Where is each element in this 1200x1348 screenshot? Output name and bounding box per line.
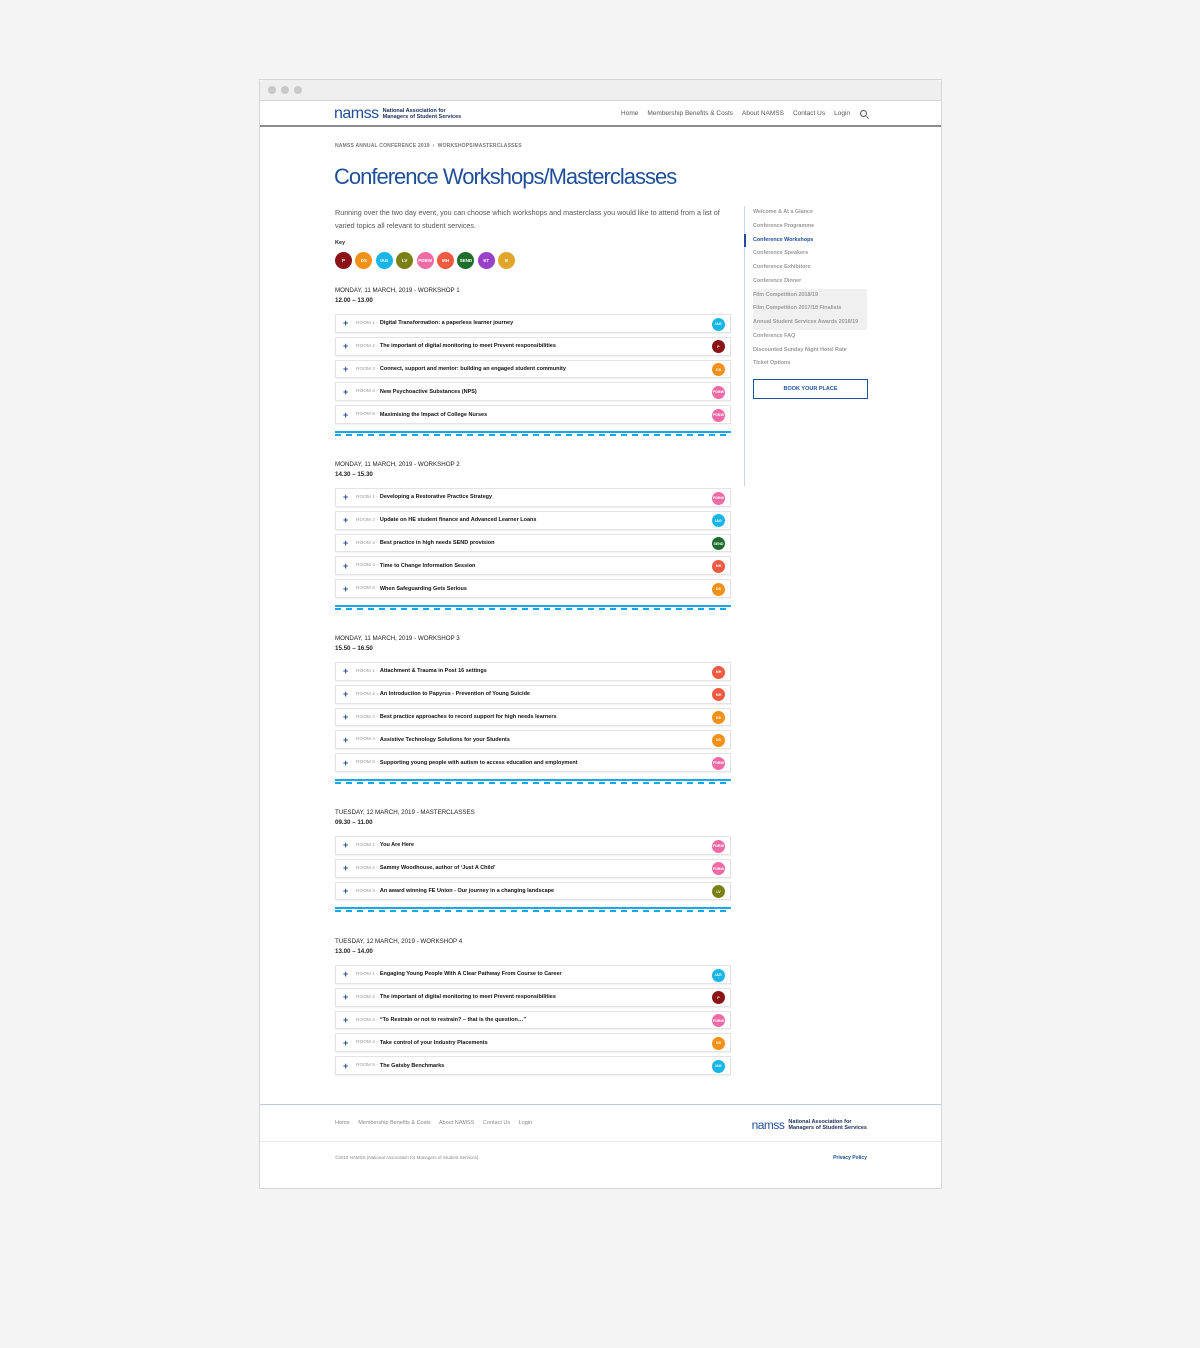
section-divider-wave (335, 431, 731, 436)
sidebar-item[interactable]: Ticket Options (753, 360, 791, 367)
workshop-row[interactable] (335, 836, 731, 855)
key-badge-e: E (498, 252, 515, 269)
room-label: ROOM 5 - (356, 760, 378, 766)
key-badge-ds: DS (355, 252, 372, 269)
nav-home[interactable]: Home (621, 110, 639, 117)
section-title: MONDAY, 11 MARCH, 2019 - WORKSHOP 1 (335, 287, 460, 294)
plus-icon[interactable]: + (343, 886, 349, 896)
room-label: ROOM 1 - (356, 494, 378, 500)
category-badge: PDBW (712, 492, 725, 505)
footer-link-membership[interactable]: Membership Benefits & Costs (358, 1120, 431, 1126)
sidebar-item[interactable]: Welcome & At a Glance (753, 209, 813, 215)
main-nav (612, 110, 867, 117)
workshop-title: New Psychoactive Substances (NPS) (379, 388, 477, 395)
plus-icon[interactable]: + (343, 666, 349, 677)
workshop-title: Digital Transformation: a paperless learner journey (379, 320, 514, 327)
section-divider-wave (335, 907, 731, 912)
workshop-title: You Are Here (379, 842, 415, 849)
workshop-title: The important of digital monitoring to meet Prevent responsibilities (379, 343, 556, 350)
window-minimize-dot[interactable] (281, 86, 289, 94)
plus-icon[interactable]: + (343, 538, 349, 548)
page-title: Conference Workshops/Masterclasses (334, 164, 677, 189)
plus-icon[interactable]: + (343, 969, 349, 980)
room-label: ROOM 4 - (356, 737, 378, 743)
key-badge-et: ET (478, 252, 495, 269)
section-title: MONDAY, 11 MARCH, 2019 - WORKSHOP 3 (335, 635, 460, 642)
room-label: ROOM 1 - (356, 842, 378, 848)
category-badge: DS (712, 583, 725, 596)
workshop-title: Developing a Restorative Practice Strategy (379, 494, 493, 501)
workshop-title: Take control of your Industry Placements (379, 1039, 488, 1046)
nav-login[interactable]: Login (834, 110, 850, 117)
workshop-row[interactable] (335, 1033, 731, 1052)
logo-wordmark: namss (334, 105, 379, 122)
workshop-section (335, 459, 731, 610)
section-title: MONDAY, 11 MARCH, 2019 - WORKSHOP 2 (335, 461, 460, 468)
logo-line-2b: Student Services (416, 114, 462, 120)
workshop-title: An award winning FE Union - Our journey in a changing landscape (379, 888, 555, 894)
nav-about[interactable]: About NAMSS (742, 110, 784, 117)
workshop-row[interactable] (335, 730, 731, 749)
site-footer (260, 1104, 941, 1190)
workshop-title: Supporting young people with autism to access education and employment (379, 759, 578, 766)
key-badge-send: SEND (457, 252, 474, 269)
workshop-row[interactable] (335, 662, 731, 681)
breadcrumb-item-current: WORKSHOPS/MASTERCLASSES (437, 143, 522, 149)
workshop-section (335, 633, 731, 784)
room-label: ROOM 5 - (356, 412, 378, 418)
plus-icon[interactable]: + (343, 1060, 349, 1071)
workshop-title: The Gatsby Benchmarks (379, 1062, 445, 1069)
category-badge: IAG (712, 514, 725, 527)
category-badge: P (712, 991, 725, 1004)
plus-icon[interactable]: + (343, 1015, 349, 1025)
category-badge: PDBW (712, 1014, 725, 1027)
logo-line-1: National Association for (382, 108, 446, 114)
window-maximize-dot[interactable] (294, 86, 302, 94)
sidebar-nav (744, 206, 874, 486)
workshop-title: Connect, support and mentor: building an engaged student community (379, 366, 566, 372)
section-divider-wave (335, 605, 731, 610)
plus-icon[interactable]: + (343, 840, 349, 851)
category-badge: PDBW (712, 409, 725, 422)
workshop-row[interactable] (335, 405, 731, 424)
sidebar-item[interactable]: Conference FAQ (753, 332, 796, 339)
plus-icon[interactable]: + (343, 689, 349, 700)
browser-window (259, 79, 942, 1189)
intro-text: Running over the two day event, you can choose which workshops and masterclass you would like to attend from a list of varied topics all relevant to student services. (335, 208, 720, 230)
section-time: 13.00 – 14.00 (335, 948, 373, 955)
plus-icon[interactable]: + (343, 560, 349, 571)
workshop-row[interactable] (335, 882, 731, 901)
room-label: ROOM 5 - (356, 1063, 378, 1069)
sidebar-item[interactable]: Film Competition 2018/19 (753, 289, 867, 303)
book-your-place-button[interactable]: BOOK YOUR PLACE (753, 379, 868, 399)
window-close-dot[interactable] (268, 86, 276, 94)
footer-logo-subtitle (788, 1119, 867, 1131)
key-badge-pdbw: PDBW (417, 252, 434, 269)
footer-logo-line-2b: Student Services (822, 1125, 867, 1131)
room-label: ROOM 1 - (356, 320, 378, 326)
footer-logo-line-2a: Managers of (788, 1125, 823, 1131)
key-label: Key (335, 240, 346, 246)
plus-icon[interactable]: + (343, 1037, 349, 1048)
workshop-row[interactable] (335, 534, 731, 553)
footer-link-home[interactable]: Home (335, 1120, 350, 1126)
category-badge: LV (712, 885, 725, 898)
sidebar-item[interactable]: Annual Student Services Awards 2018/19 (753, 316, 867, 330)
workshop-row[interactable] (335, 685, 731, 704)
sidebar-item[interactable]: Film Competition 2017/18 Finalists (753, 302, 867, 316)
section-title: TUESDAY, 12 MARCH, 2019 - WORKSHOP 4 (335, 938, 463, 945)
section-divider-wave (335, 779, 731, 784)
workshop-title: Sammy Woodhouse, author of ‘Just A Child’ (379, 865, 496, 872)
nav-contact[interactable]: Contact Us (792, 110, 826, 117)
plus-icon[interactable]: + (343, 492, 349, 503)
nav-membership[interactable]: Membership Benefits & Costs (647, 110, 734, 117)
workshop-title: Attachment & Trauma in Post 16 settings (379, 668, 487, 675)
workshop-row[interactable] (335, 1056, 731, 1075)
footer-link-login[interactable]: Login (518, 1120, 533, 1126)
plus-icon[interactable]: + (343, 583, 349, 594)
workshop-row[interactable] (335, 708, 731, 727)
plus-icon[interactable]: + (343, 515, 349, 526)
category-badge: PDBW (712, 757, 725, 770)
breadcrumb-item-conference[interactable]: NAMSS ANNUAL CONFERENCE 2019 (335, 143, 430, 149)
room-label: ROOM 3 - (356, 540, 378, 546)
category-badge: PDBW (712, 386, 725, 399)
workshop-title: Engaging Young People With A Clear Pathway From Course to Career (379, 971, 562, 978)
key-badge-lv: LV (396, 252, 413, 269)
category-badge: SEND (712, 537, 725, 550)
room-label: ROOM 2 - (356, 865, 378, 871)
room-label: ROOM 5 - (356, 586, 378, 592)
workshop-section (335, 285, 731, 436)
sidebar-item[interactable]: Conference Workshops (744, 234, 874, 248)
footer-logo[interactable] (752, 1118, 867, 1132)
workshop-row[interactable] (335, 314, 731, 333)
key-legend (335, 252, 519, 269)
privacy-policy-link[interactable]: Privacy Policy (833, 1155, 867, 1161)
workshop-title: An Introduction to Papyrus - Prevention of Young Suicide (379, 691, 530, 698)
workshop-row[interactable] (335, 511, 731, 530)
workshop-title: Update on HE student finance and Advanced Learner Loans (379, 517, 537, 524)
room-label: ROOM 4 - (356, 1040, 378, 1046)
section-time: 15.50 – 16.50 (335, 645, 373, 652)
footer-logo-wordmark: namss (751, 1118, 785, 1132)
room-label: ROOM 2 - (356, 517, 378, 523)
workshop-title: “To Restrain or not to restrain? – that is the question…” (379, 1017, 527, 1023)
workshop-title: Time to Change Information Session (379, 562, 476, 569)
section-time: 09.30 – 11.00 (335, 819, 373, 826)
copyright: ©2019 NAMSS (National Association for Managers of Student Services). (335, 1155, 480, 1160)
plus-icon[interactable]: + (343, 318, 349, 329)
sidebar-item[interactable]: Discounted Sunday Night Hotel Rate (753, 346, 847, 353)
plus-icon[interactable]: + (343, 712, 349, 722)
workshop-section (335, 936, 731, 1079)
footer-link-about[interactable]: About NAMSS (438, 1120, 475, 1126)
category-badge: MH (712, 688, 725, 701)
category-badge: PDBW (712, 862, 725, 875)
plus-icon[interactable]: + (343, 341, 349, 352)
room-label: ROOM 3 - (356, 888, 378, 894)
room-label: ROOM 4 - (356, 563, 378, 569)
key-badge-p: P (335, 252, 352, 269)
footer-divider (260, 1141, 941, 1142)
category-badge: PDBW (712, 840, 725, 853)
browser-chrome (260, 80, 941, 101)
footer-links (335, 1120, 539, 1126)
sidebar-item[interactable]: Conference Speakers (753, 250, 809, 257)
room-label: ROOM 3 - (356, 714, 378, 720)
section-time: 14.30 – 15.30 (335, 471, 373, 478)
plus-icon[interactable]: + (343, 734, 349, 745)
category-badge: IAG (712, 969, 725, 982)
breadcrumb-separator: › (432, 143, 435, 149)
plus-icon[interactable]: + (343, 409, 349, 420)
plus-icon[interactable]: + (343, 364, 349, 374)
plus-icon[interactable]: + (343, 386, 349, 397)
room-label: ROOM 3 - (356, 1017, 378, 1023)
category-badge: IAG (712, 318, 725, 331)
room-label: ROOM 3 - (356, 366, 378, 372)
sidebar-item[interactable]: Conference Exhibitors (753, 264, 811, 270)
workshop-title: Best practice in high needs SEND provision (379, 540, 495, 546)
search-icon[interactable] (860, 110, 867, 117)
room-label: ROOM 1 - (356, 971, 378, 977)
workshop-row[interactable] (335, 382, 731, 401)
workshop-title: Best practice approaches to record support for high needs learners (379, 714, 557, 720)
section-title: TUESDAY, 12 MARCH, 2019 - MASTERCLASSES (335, 809, 475, 816)
category-badge: DS (712, 1037, 725, 1050)
section-time: 12.00 – 13.00 (335, 297, 373, 304)
sidebar-item[interactable]: Conference Dinner (753, 277, 802, 284)
plus-icon[interactable]: + (343, 992, 349, 1003)
workshop-row[interactable] (335, 988, 731, 1007)
category-badge: DS (712, 734, 725, 747)
workshop-title: Maximising the Impact of College Nurses (379, 411, 488, 418)
footer-link-contact[interactable]: Contact Us (482, 1120, 511, 1126)
footer-logo-line-1: National Association for (788, 1119, 852, 1125)
workshop-row[interactable] (335, 488, 731, 507)
category-badge: DS (712, 711, 725, 724)
workshop-row[interactable] (335, 859, 731, 878)
room-label: ROOM 2 - (356, 343, 378, 349)
workshop-title: When Safeguarding Gets Serious (379, 585, 467, 592)
category-badge: P (712, 340, 725, 353)
logo-line-2a: Managers of (382, 114, 417, 120)
plus-icon[interactable]: + (343, 757, 349, 768)
key-badge-mh: MH (437, 252, 454, 269)
category-badge: MH (712, 666, 725, 679)
category-badge: DS (712, 363, 725, 376)
key-badge-iag: IAG (376, 252, 393, 269)
plus-icon[interactable]: + (343, 863, 349, 874)
logo-subtitle (383, 108, 462, 120)
workshop-row[interactable] (335, 753, 731, 772)
workshop-title: Assistive Technology Solutions for your Students (379, 736, 510, 743)
sidebar-item[interactable]: Conference Programme (753, 222, 815, 229)
namss-logo[interactable] (334, 107, 461, 121)
workshop-row[interactable] (335, 579, 731, 598)
room-label: ROOM 4 - (356, 389, 378, 395)
workshop-row[interactable] (335, 965, 731, 984)
room-label: ROOM 1 - (356, 668, 378, 674)
site-header (260, 102, 941, 127)
category-badge: IAG (712, 1060, 725, 1073)
category-badge: MH (712, 560, 725, 573)
workshop-section (335, 807, 731, 912)
room-label: ROOM 2 - (356, 994, 378, 1000)
room-label: ROOM 2 - (356, 691, 378, 697)
workshop-row[interactable] (335, 556, 731, 575)
workshop-row[interactable] (335, 1011, 731, 1030)
workshop-title: The important of digital monitoring to meet Prevent responsibilities (379, 994, 556, 1001)
workshop-row[interactable] (335, 360, 731, 379)
workshop-row[interactable] (335, 337, 731, 356)
breadcrumb (335, 143, 522, 149)
